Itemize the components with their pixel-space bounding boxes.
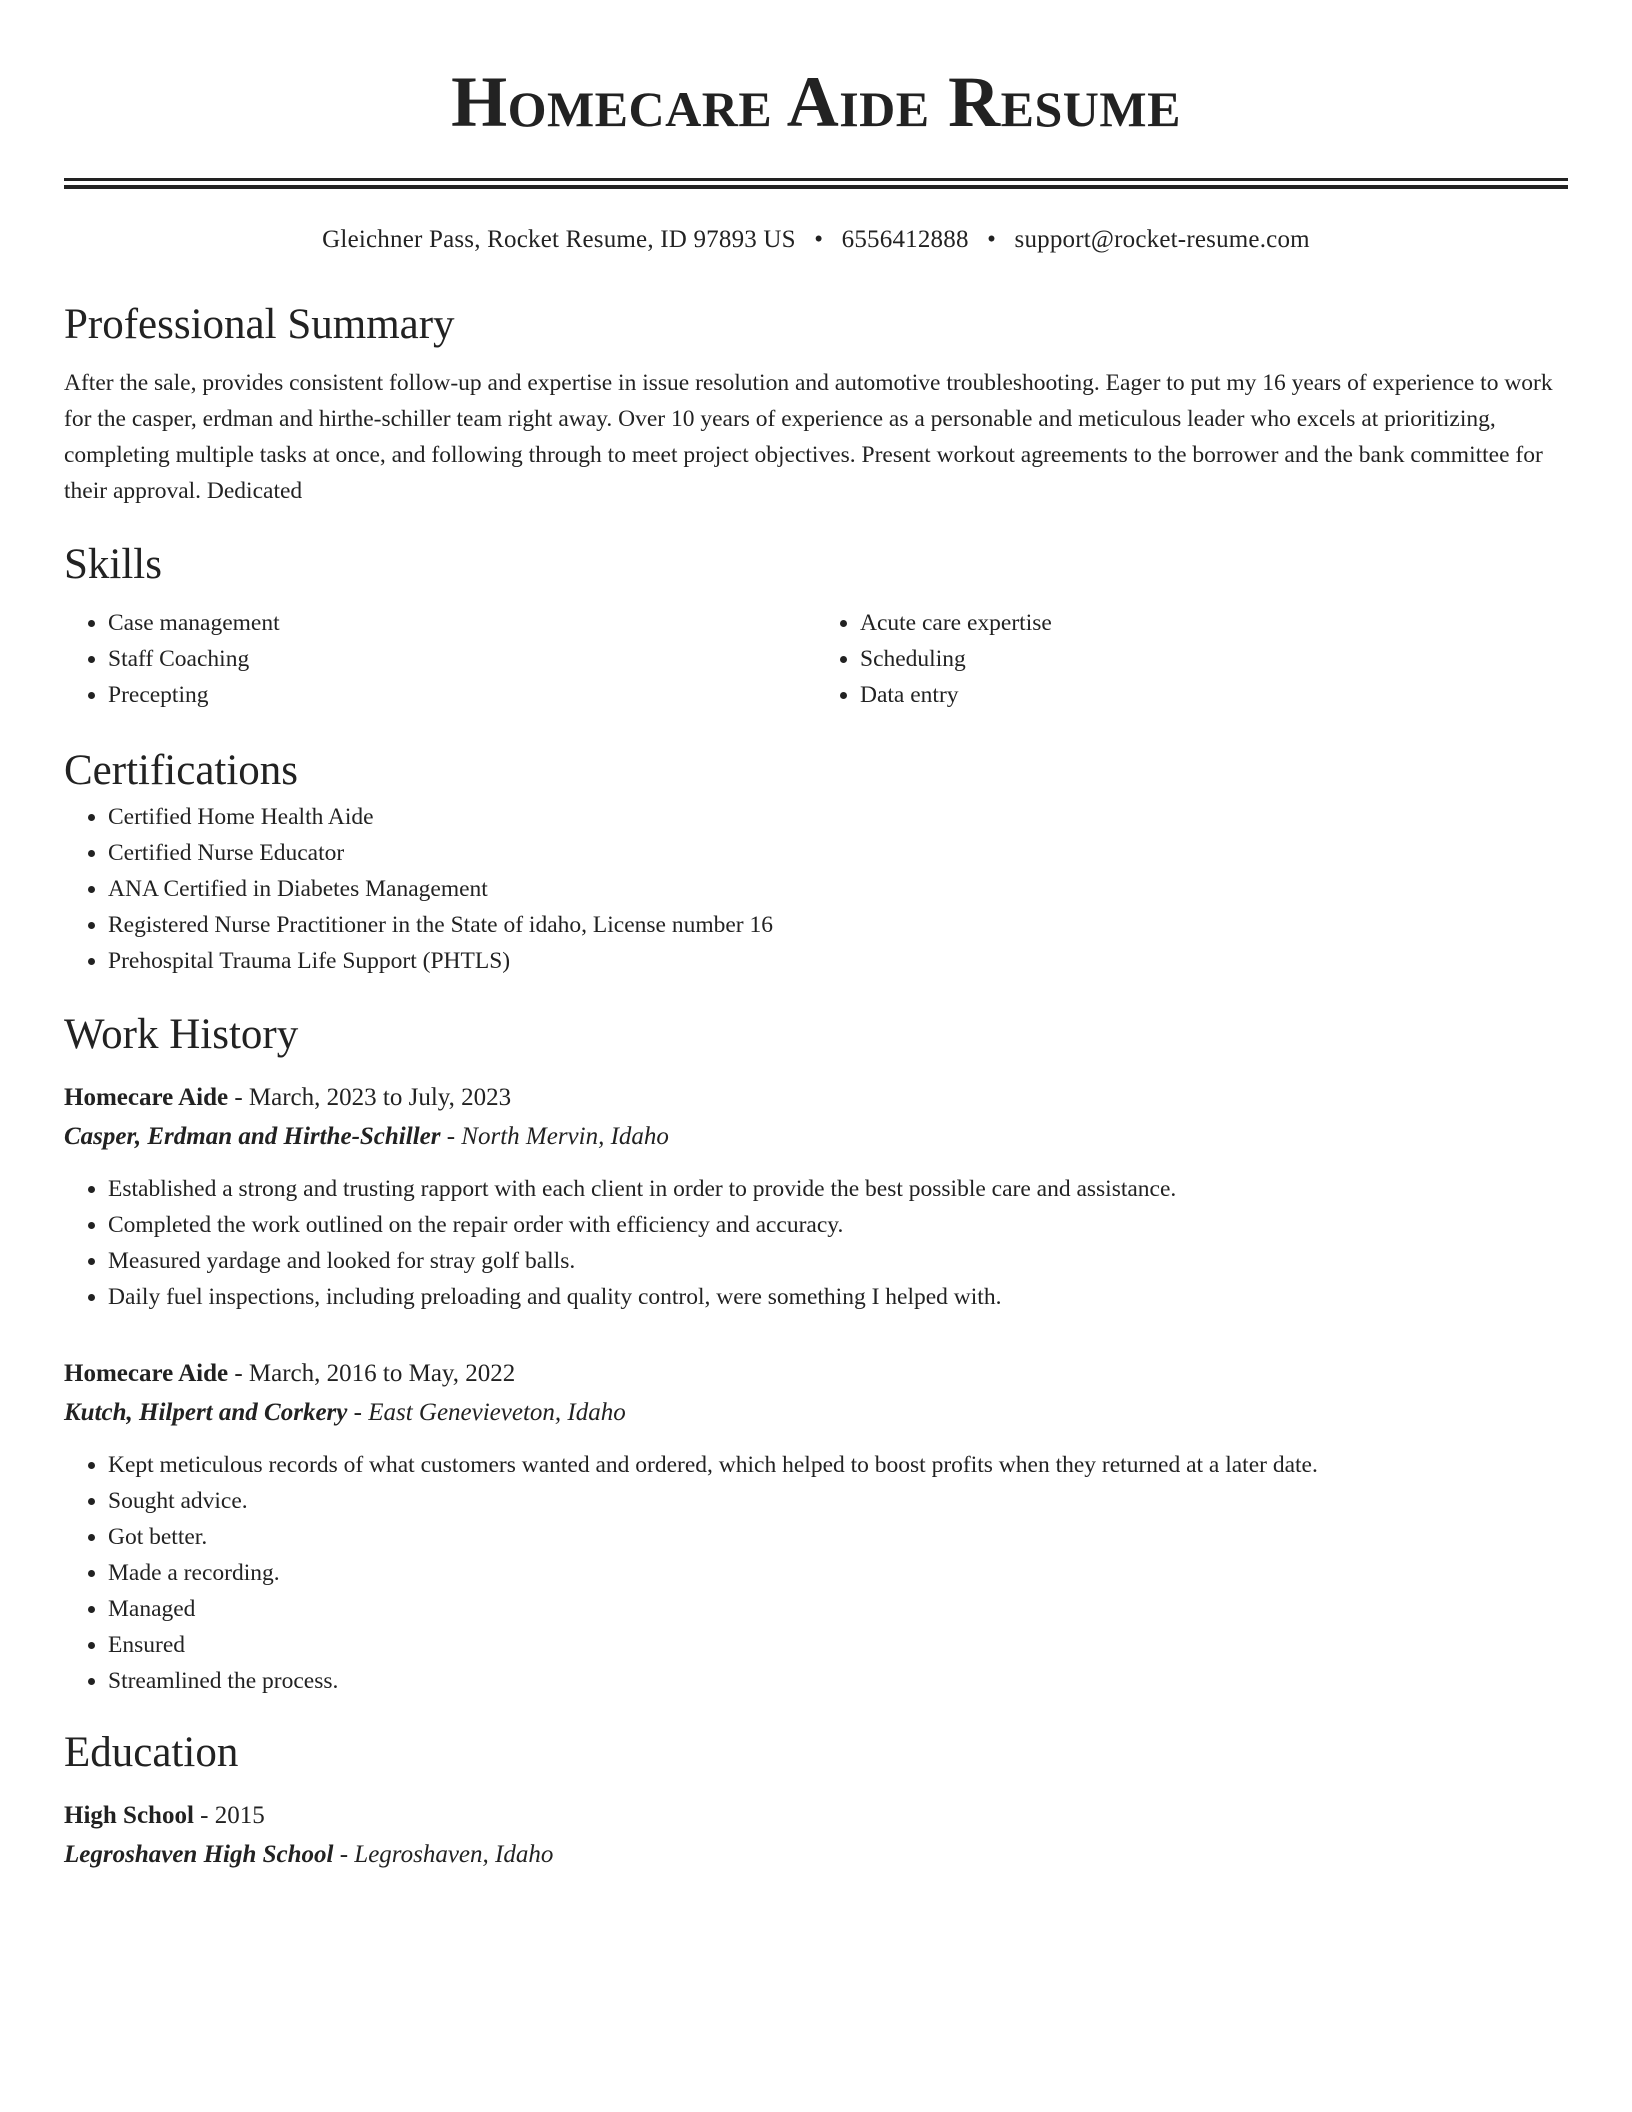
education-section	[64, 1725, 1568, 1875]
job-duty: • Established a strong and trusting rapport with each client in order to provide the best possible care and assistance.	[108, 1171, 1568, 1207]
job-title: Homecare Aide	[64, 1084, 229, 1111]
education-location: - Legroshaven, Idaho	[333, 1841, 554, 1868]
certifications-list	[64, 799, 1568, 979]
job-entry	[64, 1079, 1568, 1315]
education-degree-line	[64, 1797, 1568, 1835]
skills-columns	[64, 605, 1568, 713]
job-company-line	[64, 1393, 1568, 1433]
job-company-line	[64, 1117, 1568, 1157]
summary-section	[64, 297, 1568, 509]
job-company: Casper, Erdman and Hirthe-Schiller	[64, 1123, 441, 1150]
job-location: - North Mervin, Idaho	[440, 1123, 669, 1150]
education-degree: High School	[64, 1802, 194, 1829]
job-title: Homecare Aide	[64, 1360, 229, 1387]
job-duty: • Measured yardage and looked for stray golf balls.	[108, 1243, 1568, 1279]
certification-item: • Certified Nurse Educator	[108, 835, 1568, 871]
job-entry	[64, 1355, 1568, 1699]
job-dates: - March, 2023 to July, 2023	[228, 1084, 512, 1111]
education-school-line	[64, 1835, 1568, 1875]
work-history-heading: Work History	[64, 1011, 299, 1058]
job-location: - East Genevieveton, Idaho	[347, 1399, 626, 1426]
certifications-section	[64, 743, 1568, 979]
skill-item: • Staff Coaching	[108, 641, 816, 677]
job-duty: • Made a recording.	[108, 1555, 1568, 1591]
job-title-line	[64, 1079, 1568, 1117]
certification-item: • Registered Nurse Practitioner in the State of idaho, License number 16	[108, 907, 1568, 943]
job-duty: • Completed the work outlined on the repair order with efficiency and accuracy.	[108, 1207, 1568, 1243]
job-duty: • Managed	[108, 1591, 1568, 1627]
contact-line	[64, 223, 1568, 257]
skill-item: • Acute care expertise	[860, 605, 1568, 641]
skills-left-list	[64, 605, 816, 713]
job-duty: • Streamlined the process.	[108, 1663, 1568, 1699]
contact-phone: 6556412888	[841, 226, 969, 253]
work-history-section	[64, 1007, 1568, 1699]
job-dates: - March, 2016 to May, 2022	[228, 1360, 516, 1387]
skills-heading: Skills	[64, 541, 162, 588]
job-duty: • Got better.	[108, 1519, 1568, 1555]
contact-address: Gleichner Pass, Rocket Resume, ID 97893 US	[322, 226, 796, 253]
job-title-line	[64, 1355, 1568, 1393]
job-duties-list	[64, 1447, 1568, 1699]
job-duty: • Sought advice.	[108, 1483, 1568, 1519]
education-heading: Education	[64, 1729, 239, 1776]
skill-item: • Case management	[108, 605, 816, 641]
job-duties-list	[64, 1171, 1568, 1315]
contact-email: support@rocket-resume.com	[1014, 226, 1310, 253]
certification-item: • Prehospital Trauma Life Support (PHTLS)	[108, 943, 1568, 979]
skill-item: • Precepting	[108, 677, 816, 713]
resume-title: Homecare Aide Resume	[451, 62, 1181, 142]
contact-separator: •	[814, 226, 824, 253]
contact-separator: •	[987, 226, 997, 253]
skill-item: • Data entry	[860, 677, 1568, 713]
skills-right-list	[816, 605, 1568, 713]
skill-item: • Scheduling	[860, 641, 1568, 677]
certification-item: • Certified Home Health Aide	[108, 799, 1568, 835]
job-duty: • Daily fuel inspections, including preloading and quality control, were something I helped with.	[108, 1279, 1568, 1315]
title-double-rule	[64, 178, 1568, 189]
certification-item: • ANA Certified in Diabetes Management	[108, 871, 1568, 907]
education-entry	[64, 1797, 1568, 1875]
education-year: - 2015	[193, 1802, 265, 1829]
summary-text: After the sale, provides consistent follow-up and expertise in issue resolution and automotive troubleshooting. Eager to put my 16 years of experience to work for the casper, erdman and hirthe-schiller team right away. Over 10 years of experience as a personable and meticulous leader who excels at prioritizing, completing multiple tasks at once, and following through to meet project objectives. Present workout agreements to the borrower and the bank committee for their approval. Dedicated	[64, 370, 1553, 504]
skills-section	[64, 537, 1568, 713]
certifications-heading: Certifications	[64, 747, 299, 794]
summary-heading: Professional Summary	[64, 301, 455, 348]
job-duty: • Kept meticulous records of what customers wanted and ordered, which helped to boost profits when they returned at a later date.	[108, 1447, 1568, 1483]
job-duty: • Ensured	[108, 1627, 1568, 1663]
education-school: Legroshaven High School	[64, 1841, 334, 1868]
job-company: Kutch, Hilpert and Corkery	[64, 1399, 348, 1426]
